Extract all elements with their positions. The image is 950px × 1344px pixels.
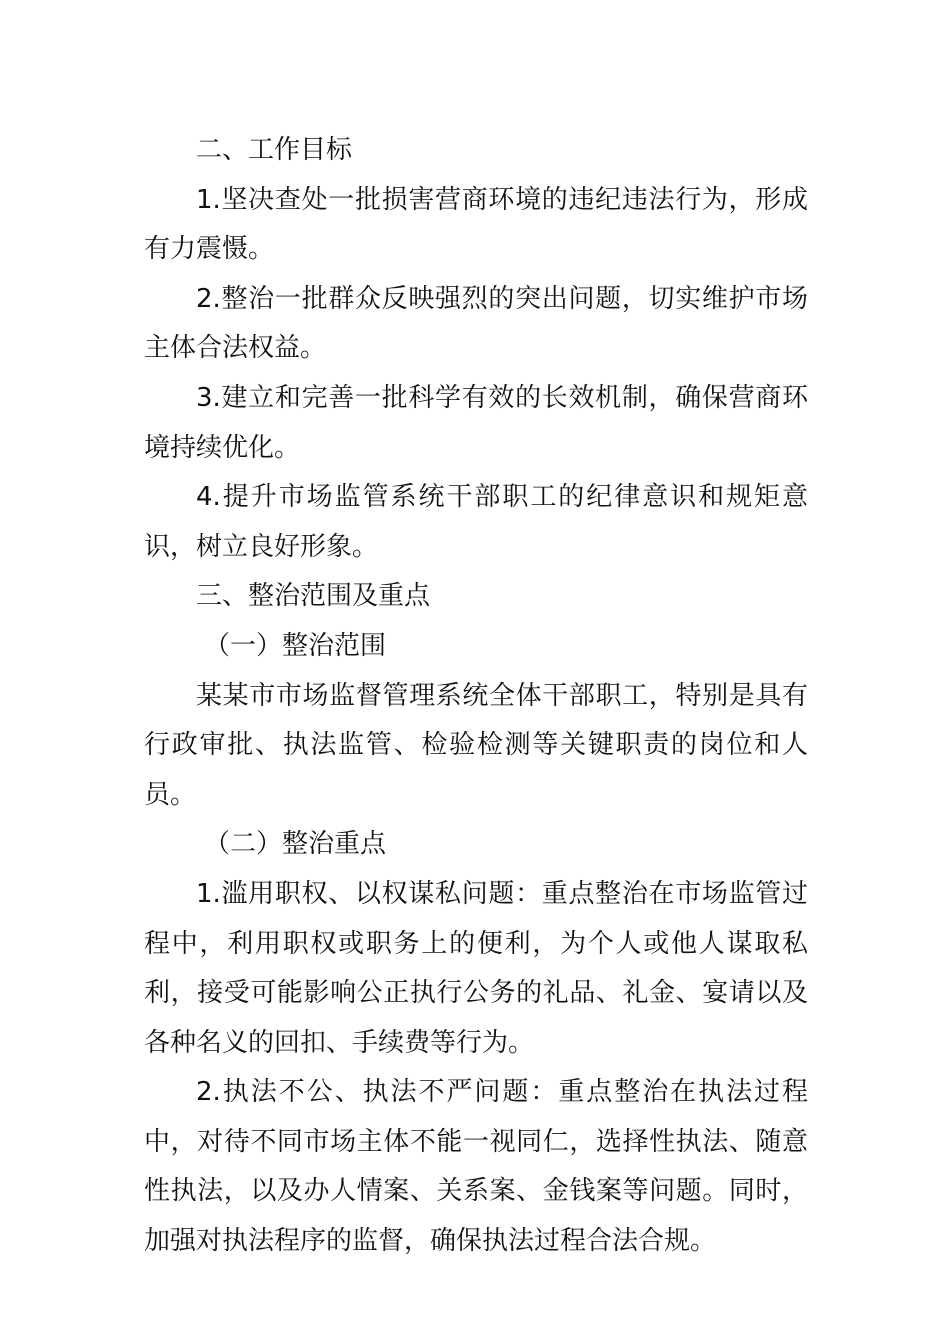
scope-paragraph: 某某市市场监督管理系统全体干部职工，特别是具有行政审批、执法监管、检验检测等关键职责的岗位和人员。 <box>144 680 808 810</box>
goal-item-4: 4.提升市场监管系统干部职工的纪律意识和规矩意识，树立良好形象。 <box>144 482 808 562</box>
section-heading-scope-and-focus: 三、整治范围及重点 <box>196 581 431 612</box>
goal-item-1: 1.坚决查处一批损害营商环境的违纪违法行为，形成有力震慑。 <box>144 184 808 265</box>
section-heading-work-goals: 二、工作目标 <box>196 135 353 165</box>
subheading-focus: （二）整治重点 <box>204 829 387 860</box>
goal-item-2: 2.整治一批群众反映强烈的突出问题，切实维护市场主体合法权益。 <box>144 283 808 364</box>
focus-item-1: 1.滥用职权、以权谋私问题：重点整治在市场监管过程中，利用职权或职务上的便利，为个人或他人谋取私利，接受可能影响公正执行公务的礼品、礼金、宴请以及各种名义的回扣、手续费等行为。 <box>144 878 808 1058</box>
goal-item-3: 3.建立和完善一批科学有效的长效机制，确保营商环境持续优化。 <box>144 382 808 463</box>
subheading-scope: （一）整治范围 <box>204 630 387 661</box>
focus-item-2: 2.执法不公、执法不严问题：重点整治在执法过程中，对待不同市场主体不能一视同仁，选择性执法、随意性执法，以及办人情案、关系案、金钱案等问题。同时，加强对执法程序的监督，确保执法过程合法合规。 <box>144 1077 808 1257</box>
document-body <box>144 126 808 1267</box>
